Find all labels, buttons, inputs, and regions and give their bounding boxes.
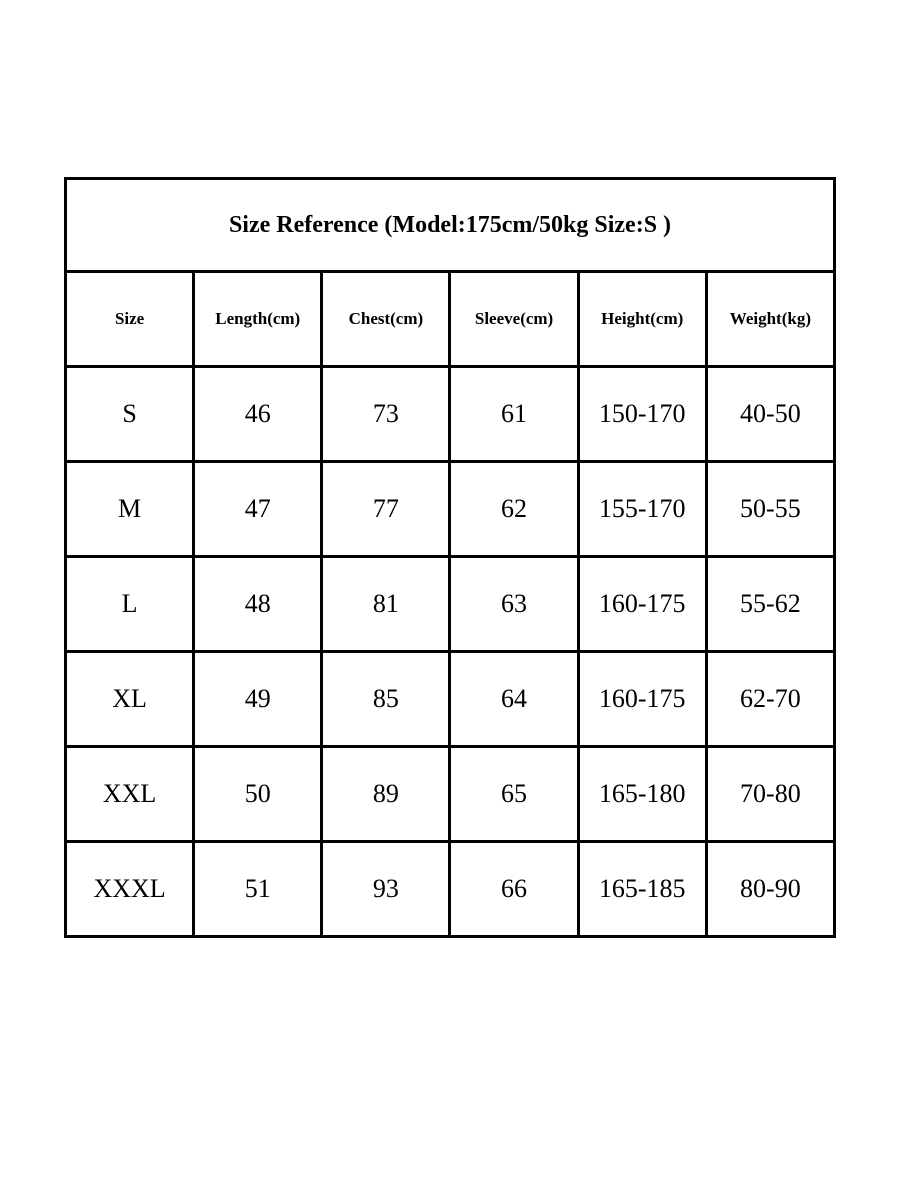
- title-row: [66, 179, 835, 272]
- cell-size: XL: [66, 652, 194, 747]
- cell-size: S: [66, 367, 194, 462]
- table-title: Size Reference (Model:175cm/50kg Size:S ): [66, 179, 835, 272]
- header-size: Size: [66, 272, 194, 367]
- size-reference-table: [64, 177, 836, 938]
- cell-length: 49: [194, 652, 322, 747]
- cell-chest: 81: [322, 557, 450, 652]
- table-row: [66, 367, 835, 462]
- cell-height: 155-170: [578, 462, 706, 557]
- cell-size: XXL: [66, 747, 194, 842]
- table-row: [66, 557, 835, 652]
- header-row: [66, 272, 835, 367]
- cell-sleeve: 63: [450, 557, 578, 652]
- cell-size: XXXL: [66, 842, 194, 937]
- cell-sleeve: 65: [450, 747, 578, 842]
- cell-height: 150-170: [578, 367, 706, 462]
- cell-weight: 70-80: [706, 747, 834, 842]
- header-length: Length(cm): [194, 272, 322, 367]
- cell-weight: 62-70: [706, 652, 834, 747]
- header-height: Height(cm): [578, 272, 706, 367]
- cell-weight: 40-50: [706, 367, 834, 462]
- cell-chest: 85: [322, 652, 450, 747]
- cell-chest: 73: [322, 367, 450, 462]
- cell-sleeve: 66: [450, 842, 578, 937]
- cell-height: 160-175: [578, 557, 706, 652]
- cell-height: 165-185: [578, 842, 706, 937]
- header-chest: Chest(cm): [322, 272, 450, 367]
- cell-weight: 80-90: [706, 842, 834, 937]
- table-row: [66, 842, 835, 937]
- cell-chest: 93: [322, 842, 450, 937]
- cell-size: L: [66, 557, 194, 652]
- header-weight: Weight(kg): [706, 272, 834, 367]
- cell-length: 47: [194, 462, 322, 557]
- cell-chest: 89: [322, 747, 450, 842]
- cell-length: 50: [194, 747, 322, 842]
- cell-length: 46: [194, 367, 322, 462]
- cell-height: 165-180: [578, 747, 706, 842]
- table-row: [66, 462, 835, 557]
- table-row: [66, 747, 835, 842]
- cell-length: 51: [194, 842, 322, 937]
- cell-chest: 77: [322, 462, 450, 557]
- cell-length: 48: [194, 557, 322, 652]
- cell-weight: 55-62: [706, 557, 834, 652]
- header-sleeve: Sleeve(cm): [450, 272, 578, 367]
- cell-size: M: [66, 462, 194, 557]
- cell-weight: 50-55: [706, 462, 834, 557]
- cell-sleeve: 64: [450, 652, 578, 747]
- cell-height: 160-175: [578, 652, 706, 747]
- cell-sleeve: 61: [450, 367, 578, 462]
- cell-sleeve: 62: [450, 462, 578, 557]
- table-row: [66, 652, 835, 747]
